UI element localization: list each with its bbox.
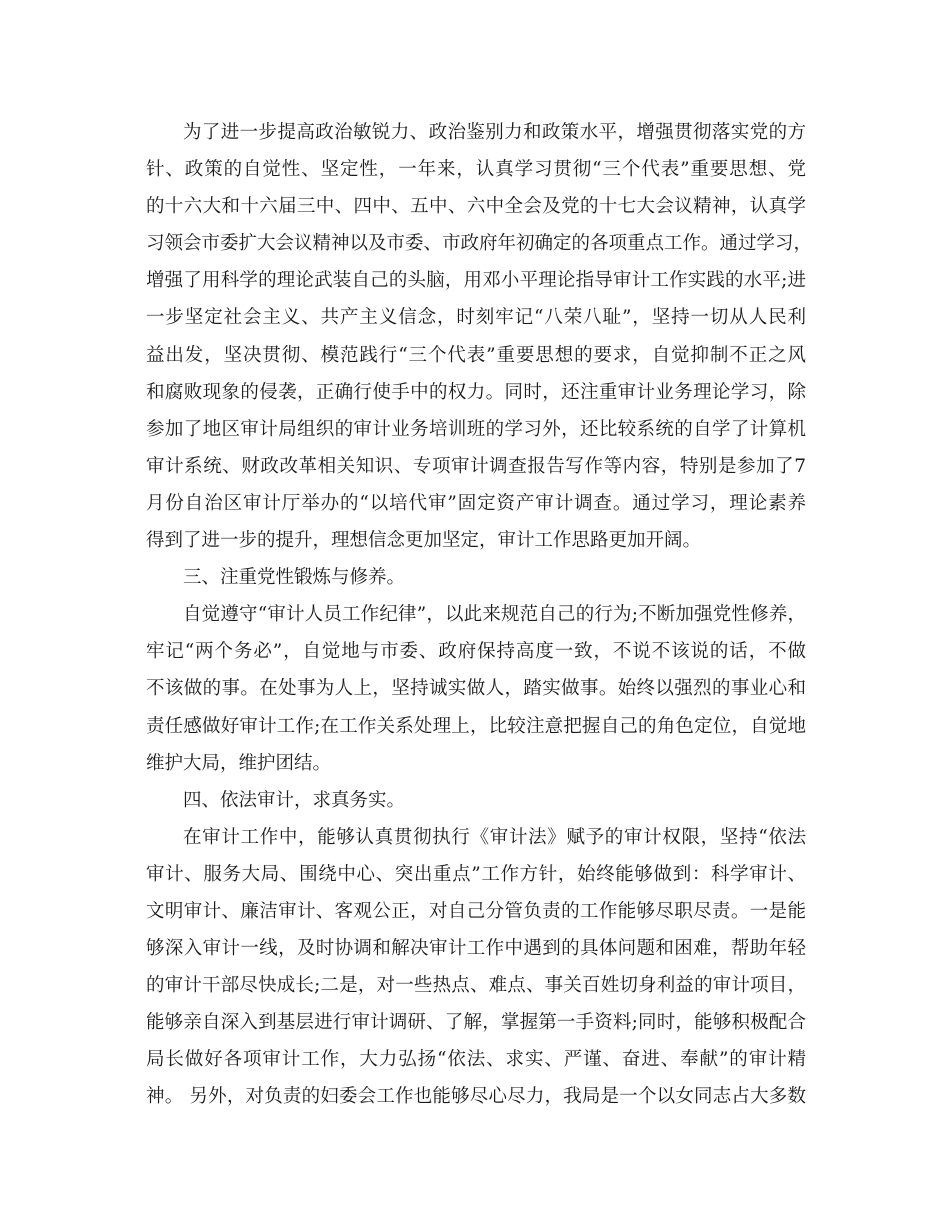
text-line: 审计、服务大局、围绕中心、突出重点”工作方针，始终能够做到：科学审计、 (146, 863, 806, 885)
text-line: 习领会市委扩大会议精神以及市委、市政府年初确定的各项重点工作。通过学习， (146, 233, 813, 255)
text-line: 审计系统、财政改革相关知识、专项审计调查报告写作等内容，特别是参加了7 (146, 455, 806, 477)
text-line: 的十六大和十六届三中、四中、五中、六中全会及党的十七大会议精神，认真学 (146, 196, 806, 218)
text-line: 一步坚定社会主义、共产主义信念，时刻牢记“八荣八耻”，坚持一切从人民利 (146, 307, 806, 329)
paragraph-first-line: 四、依法审计，求真务实。 (183, 789, 406, 811)
text-line: 参加了地区审计局组织的审计业务培训班的学习外，还比较系统的自学了计算机 (146, 418, 806, 440)
text-line: 够深入审计一线，及时协调和解决审计工作中遇到的具体问题和困难，帮助年轻 (146, 938, 806, 960)
text-line: 不该做的事。在处事为人上，坚持诚实做人，踏实做事。始终以强烈的事业心和 (146, 678, 806, 700)
paragraph-first-line: 为了进一步提高政治敏锐力、政治鉴别力和政策水平，增强贯彻落实党的方 (183, 122, 806, 143)
text-line: 的审计干部尽快成长;二是，对一些热点、难点、事关百姓切身利益的审计项目， (146, 975, 806, 997)
text-line: 针、政策的自觉性、坚定性，一年来，认真学习贯彻“三个代表”重要思想、党 (146, 159, 806, 181)
text-line: 得到了进一步的提升，理想信念更加坚定，审计工作思路更加开阔。 (146, 530, 702, 552)
paragraph-first-line: 三、注重党性锻炼与修养。 (183, 567, 406, 589)
text-line: 能够亲自深入到基层进行审计调研、了解，掌握第一手资料;同时，能够积极配合 (146, 1012, 806, 1034)
text-line: 和腐败现象的侵袭，正确行使手中的权力。同时，还注重审计业务理论学习，除 (146, 381, 806, 403)
text-line: 牢记“两个务必”，自觉地与市委、政府保持高度一致，不说不该说的话，不做 (146, 641, 806, 663)
text-line: 维护大局，维护团结。 (146, 752, 332, 774)
text-line: 神。 另外，对负责的妇委会工作也能够尽心尽力，我局是一个以女同志占大多数 (146, 1086, 806, 1108)
text-line: 责任感做好审计工作;在工作关系处理上，比较注意把握自己的角色定位，自觉地 (146, 715, 806, 737)
text-line: 增强了用科学的理论武装自己的头脑，用邓小平理论指导审计工作实践的水平;进 (146, 270, 806, 292)
paragraph-first-line: 自觉遵守“审计人员工作纪律”，以此来规范自己的行为;不断加强党性修养， (183, 604, 806, 626)
paragraph-first-line: 在审计工作中，能够认真贯彻执行《审计法》赋予的审计权限，坚持“依法 (183, 826, 806, 848)
document-body (146, 114, 813, 1116)
text-line: 益出发，坚决贯彻、模范践行“三个代表”重要思想的要求，自觉抑制不正之风 (146, 344, 806, 366)
text-line: 文明审计、廉洁审计、客观公正，对自己分管负责的工作能够尽职尽责。一是能 (146, 900, 806, 922)
text-line: 局长做好各项审计工作，大力弘扬“依法、求实、严谨、奋进、奉献”的审计精 (146, 1049, 806, 1071)
text-line: 月份自治区审计厅举办的“以培代审”固定资产审计调查。通过学习，理论素养 (146, 492, 806, 514)
